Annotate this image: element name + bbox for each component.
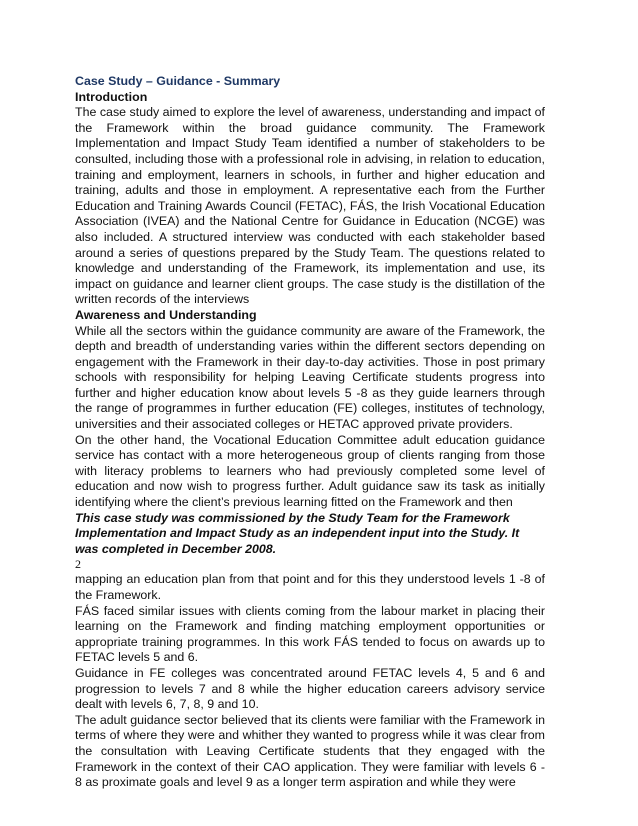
page-number: 2	[75, 557, 81, 572]
continued-paragraph: mapping an education plan from that point and for this they understood levels 1 -8 of the Framework.	[75, 572, 545, 602]
awareness-heading: Awareness and Understanding	[75, 307, 257, 322]
continued-paragraph: Guidance in FE colleges was concentrated around FETAC levels 4, 5 and 6 and progression to levels 7 and 8 while the higher education careers advisory service dealt with levels 6, 7, 8, 9 and 10.	[75, 665, 545, 712]
document-title: Case Study – Guidance - Summary	[75, 74, 281, 88]
introduction-paragraph: The case study aimed to explore the level of awareness, understanding and impact of the Framework within the broad guidance community. The Framework Implementation and Impact Study Team identified a number of stakeholders to be consulted, including those with a professional role in advising, in relation to education, training and employment, learners in schools, in further and higher education and training, adults and those in employment. A representative each from the Further Education and Training Awards Council (FETAC), FÁS, the Irish Vocational Education Association (IVEA) and the National Centre for Guidance in Education (NCGE) was also included. A structured interview was conducted with each stakeholder based around a series of questions prepared by the Study Team. The questions related to knowledge and understanding of the Framework, its implementation and use, its impact on guidance and learner client groups. The case study is the distillation of the written records of the interviews	[75, 105, 545, 307]
continued-paragraph: FÁS faced similar issues with clients coming from the labour market in placing their learning on the Framework and finding matching employment opportunities or appropriate training programmes. In this work FÁS tended to focus on awards up to FETAC levels 5 and 6.	[75, 603, 545, 665]
awareness-paragraph: While all the sectors within the guidance community are aware of the Framework, the depth and breadth of understanding varies within the different sectors depending on engagement with the Framework in their day-to-day activities. Those in post primary schools with responsibility for helping Leaving Certificate students progress into further and higher education know about levels 5 -8 as they guide learners through the range of programmes in further education (FE) colleges, institutes of technology, universities and their associated colleges or HETAC approved private providers.	[75, 323, 545, 432]
introduction-heading: Introduction	[75, 89, 148, 104]
document-page	[75, 74, 545, 791]
continued-paragraph: The adult guidance sector believed that its clients were familiar with the Framework in terms of where they were and whither they wanted to progress while it was clear from the consultation with Leaving Certificate students that they engaged with the Framework in the context of their CAO application. They were familiar with levels 6 - 8 as proximate goals and level 9 as a longer term aspiration and while they were	[75, 712, 545, 790]
awareness-paragraph: On the other hand, the Vocational Education Committee adult education guidance service has contact with a more heterogeneous group of clients ranging from those with literacy problems to learners who had previously completed some level of education and now wish to progress further. Adult guidance saw its task as initially identifying where the client’s previous learning fitted on the Framework and then	[75, 432, 545, 510]
footnote-text: This case study was commissioned by the Study Team for the Framework Implementation and Impact Study as an independent input into the Study. It was completed in December 2008.	[75, 510, 520, 556]
